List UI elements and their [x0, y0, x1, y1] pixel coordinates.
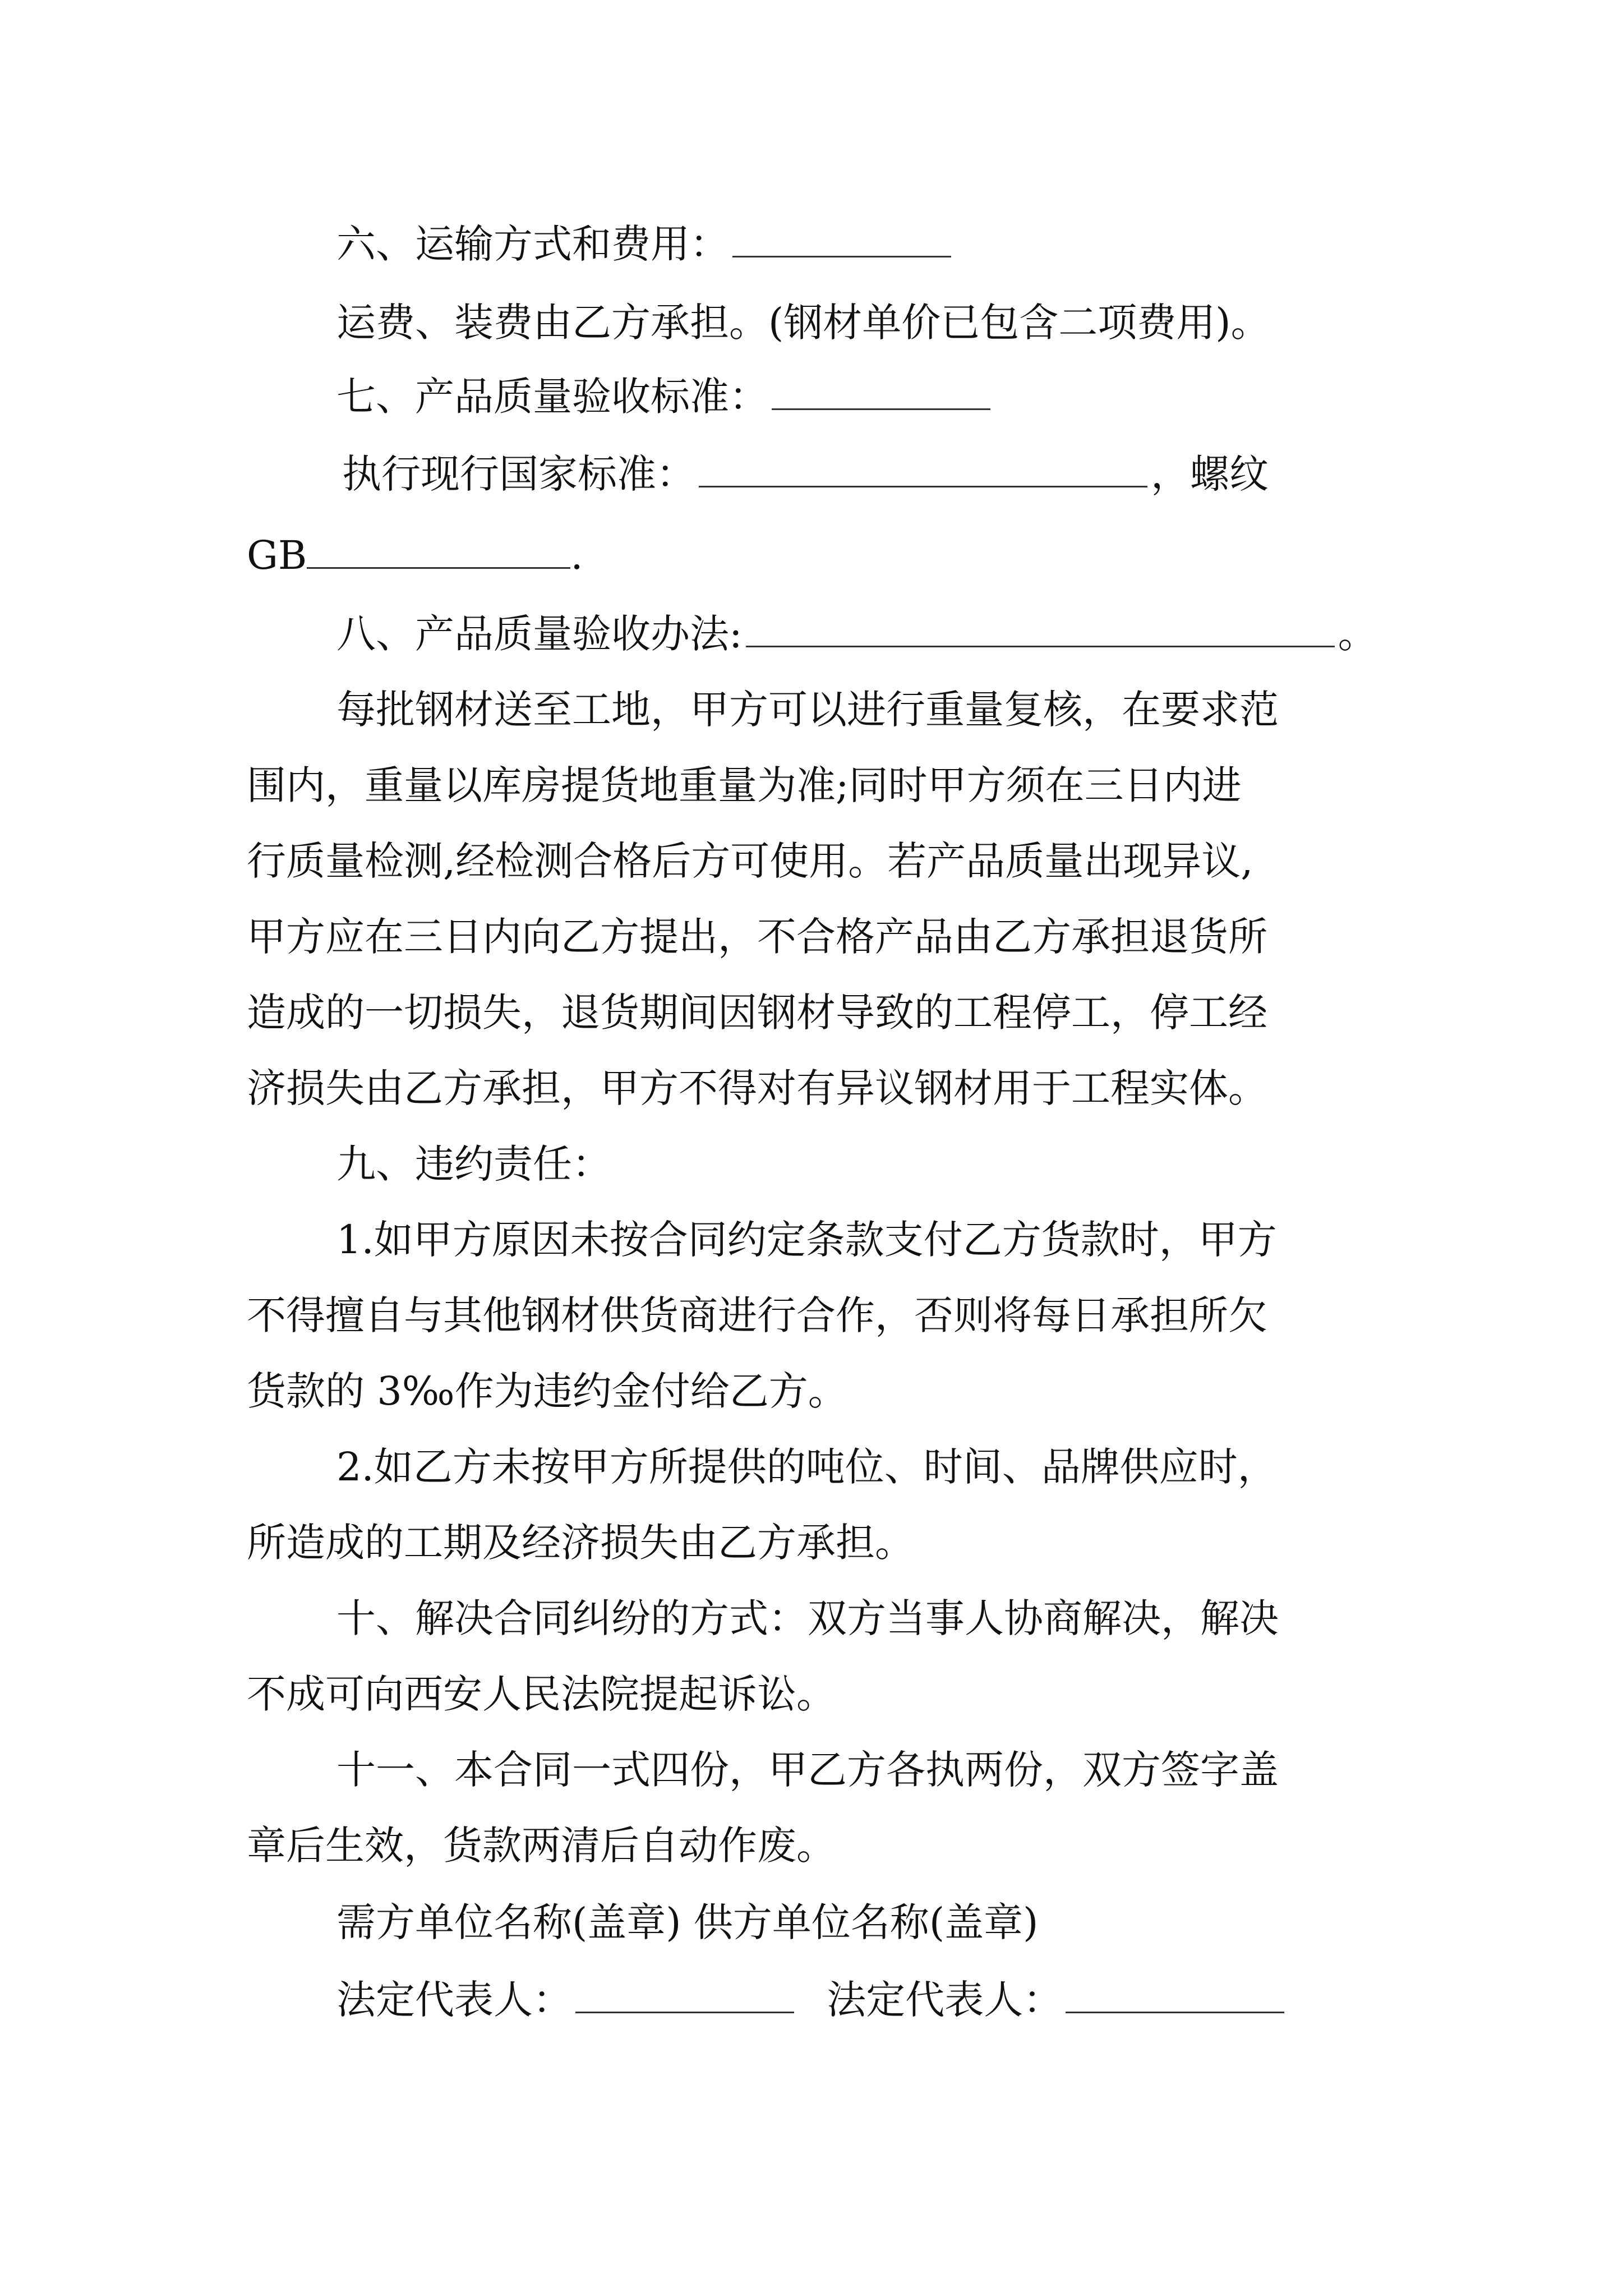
breach-2-line: 所造成的工期及经济损失由乙方承担。	[247, 1520, 914, 1566]
acceptance-blank	[746, 611, 1335, 647]
quality-standard-blank	[772, 374, 990, 410]
breach-2-line: 2.如乙方未按甲方所提供的吨位、时间、品牌供应时，	[336, 1444, 1277, 1490]
acceptance-line: 甲方应在三日内向乙方提出，不合格产品由乙方承担退货所	[247, 914, 1267, 960]
quality-standard-suffix: ，螺纹	[1151, 451, 1269, 497]
national-standard-blank	[699, 451, 1147, 487]
copies-line: 章后生效，货款两清后自动作废。	[247, 1823, 836, 1869]
breach-1-line: 1.如甲方原因未按合同约定条款支付乙方货款时，甲方	[336, 1217, 1277, 1263]
quality-standard-heading: 七、产品质量验收标准：	[336, 374, 768, 420]
legal-rep-line	[336, 1975, 1288, 2025]
quality-standard-text: 执行现行国家标准：	[342, 451, 695, 497]
gb-line	[247, 530, 583, 581]
acceptance-suffix: 。	[1338, 611, 1377, 657]
quality-standard-line	[342, 449, 1269, 499]
dispute-line: 不成可向西安人民法院提起诉讼。	[247, 1671, 836, 1717]
legal-rep-blank-seller	[1066, 1977, 1284, 2013]
acceptance-line: 每批钢材送至工地，甲方可以进行重量复核，在要求范	[336, 687, 1279, 733]
acceptance-heading-line	[336, 609, 1377, 659]
acceptance-heading: 八、产品质量验收办法:	[336, 611, 743, 657]
transport-blank	[732, 221, 951, 257]
dispute-line: 十、解决合同纠纷的方式：双方当事人协商解决，解决	[336, 1595, 1279, 1641]
acceptance-line: 行质量检测,经检测合格后方可使用。若产品质量出现异议,	[247, 838, 1253, 884]
gb-suffix: .	[570, 532, 583, 578]
acceptance-line: 围内，重量以库房提货地重量为准;同时甲方须在三日内进	[247, 762, 1242, 808]
signature-units: 需方单位名称(盖章) 供方单位名称(盖章)	[336, 1899, 1039, 1945]
acceptance-line: 造成的一切损失，退货期间因钢材导致的工程停工，停工经	[247, 990, 1267, 1036]
breach-1-line: 货款的 3‰作为违约金付给乙方。	[247, 1368, 847, 1414]
quality-standard-heading-line	[336, 371, 994, 422]
copies-line: 十一、本合同一式四份，甲乙方各执两份，双方签字盖	[336, 1747, 1279, 1793]
legal-rep-blank-buyer	[575, 1977, 794, 2013]
transport-heading: 六、运输方式和费用：	[336, 221, 729, 267]
transport-heading-line	[336, 219, 955, 269]
acceptance-line: 济损失由乙方承担，甲方不得对有异议钢材用于工程实体。	[247, 1065, 1267, 1111]
legal-rep-label-buyer: 法定代表人：	[336, 1977, 572, 2023]
breach-1-line: 不得擅自与其他钢材供货商进行合作，否则将每日承担所欠	[247, 1292, 1267, 1338]
gb-prefix: GB	[247, 532, 307, 578]
legal-rep-label-seller: 法定代表人：	[827, 1977, 1063, 2023]
gb-blank	[307, 532, 570, 569]
breach-heading: 九、违约责任：	[336, 1141, 611, 1187]
transport-text: 运费、装费由乙方承担。(钢材单价已包含二项费用)。	[336, 300, 1270, 346]
